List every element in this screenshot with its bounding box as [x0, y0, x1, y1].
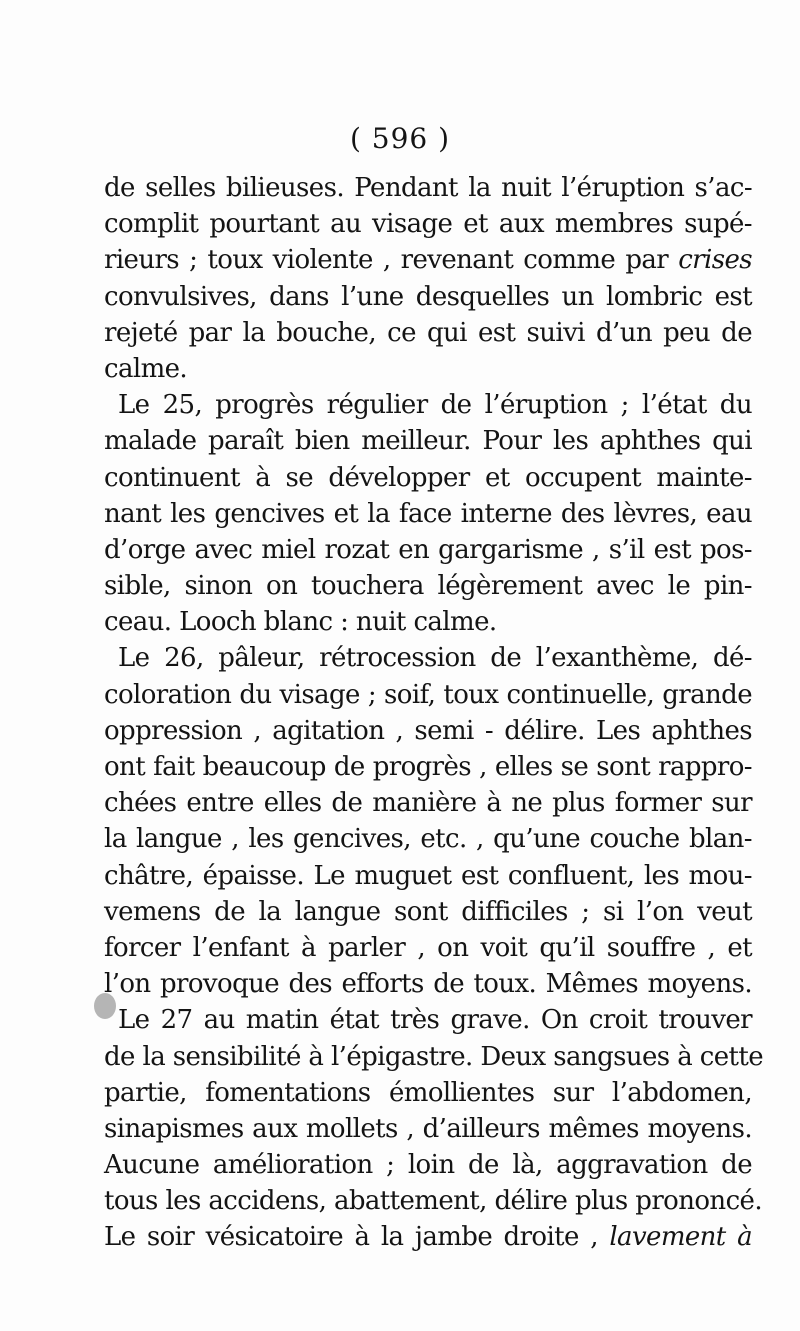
text-line: de selles bilieuses. Pendant la nuit l’éruption s’ac-: [104, 173, 752, 203]
text-line: tous les accidens, abattement, délire plus prononcé.: [104, 1186, 762, 1217]
text-line: convulsives, dans l’une desquelles un lombric est: [104, 281, 752, 312]
text-line: Aucune amélioration ; loin de là, aggravation de: [104, 1150, 752, 1181]
text-line: Le 26, pâleur, rétrocession de l’exanthème, dé-: [118, 643, 752, 674]
italic-word: lavement à: [609, 1222, 752, 1253]
text-line: sinapismes aux mollets , d’ailleurs mêmes moyens.: [104, 1113, 752, 1144]
text-line: coloration du visage ; soif, toux continuelle, grande: [104, 679, 752, 710]
text-line: Le 27 au matin état très grave. On croit trouver: [118, 1005, 752, 1036]
text-line: ceau. Looch blanc : nuit calme.: [104, 607, 497, 638]
text-line: l’on provoque des efforts de toux. Mêmes moyens.: [104, 969, 752, 1000]
text-line: partie, fomentations émollientes sur l’abdomen,: [104, 1077, 752, 1108]
text-line: Le 25, progrès régulier de l’éruption ; l’état du: [118, 390, 752, 421]
text-line: complit pourtant au visage et aux membres supé-: [104, 209, 752, 240]
text-line: châtre, épaisse. Le muguet est confluent, les mou-: [104, 860, 752, 891]
text-line: vemens de la langue sont difficiles ; si l’on veut: [104, 896, 752, 927]
text-line: forcer l’enfant à parler , on voit qu’il souffre , et: [104, 932, 752, 963]
text-line: nant les gencives et la face interne des lèvres, eau: [104, 498, 752, 529]
text-line: calme.: [104, 353, 188, 384]
text-line: d’orge avec miel rozat en gargarisme , s’il est pos-: [104, 534, 752, 565]
text-line: chées entre elles de manière à ne plus former sur: [104, 788, 752, 819]
text-line: de la sensibilité à l’épigastre. Deux sangsues à cette: [104, 1041, 763, 1072]
text-line: ont fait beaucoup de progrès , elles se sont rappro-: [104, 752, 752, 782]
italic-word: crises: [678, 245, 752, 276]
text-line: sible, sinon on touchera légèrement avec le pin-: [104, 571, 752, 602]
text-line: rejeté par la bouche, ce qui est suivi d’un peu de: [104, 317, 752, 348]
text-line: rieurs ; toux violente , revenant comme par crises: [104, 245, 752, 276]
text-line: oppression , agitation , semi - délire. Les aphthes: [104, 715, 752, 746]
page-number: ( 596 ): [349, 122, 451, 155]
text-line: la langue , les gencives, etc. , qu’une couche blan-: [104, 824, 752, 855]
text-line: malade paraît bien meilleur. Pour les aphthes qui: [104, 426, 752, 457]
body-text: [104, 170, 763, 1256]
text-line: Le soir vésicatoire à la jambe droite , lavement à: [104, 1222, 752, 1253]
text-line: continuent à se développer et occupent mainte-: [104, 462, 752, 493]
